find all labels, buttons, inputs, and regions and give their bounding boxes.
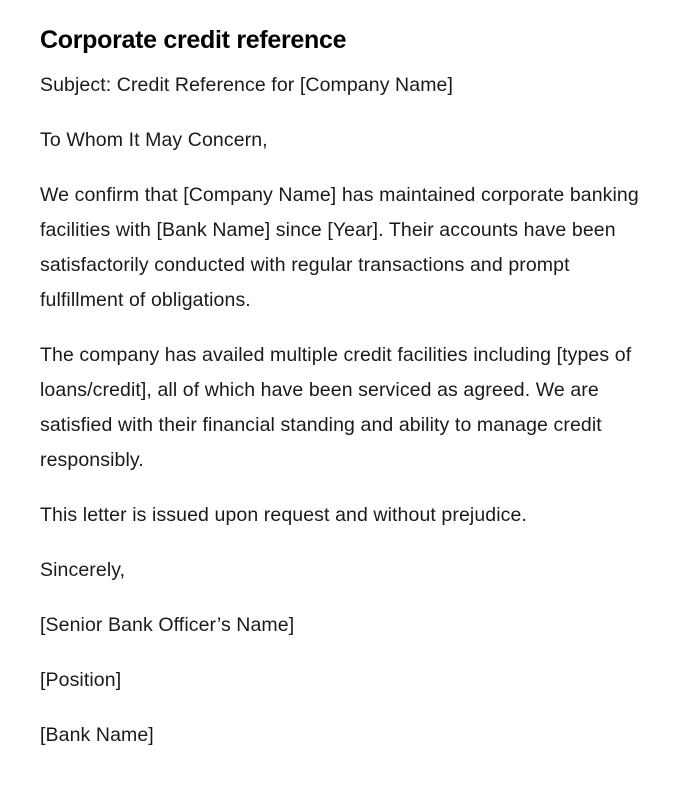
body-paragraph-credit-facilities: The company has availed multiple credit facilities including [types of loans/credit], all of which have been serviced as agreed. We are satisfied with their financial standing and ability to manage credit responsibly. <box>40 344 632 471</box>
subject-line: Subject: Credit Reference for [Company Name] <box>40 74 453 96</box>
signature-bank-name: [Bank Name] <box>40 724 154 746</box>
closing: Sincerely, <box>40 559 126 581</box>
signature-officer-name: [Senior Bank Officer’s Name] <box>40 614 295 636</box>
document <box>40 22 640 773</box>
salutation: To Whom It May Concern, <box>40 129 268 151</box>
document-title: Corporate credit reference <box>40 26 347 54</box>
signature-position: [Position] <box>40 669 122 691</box>
body-paragraph-disclaimer: This letter is issued upon request and without prejudice. <box>40 504 527 526</box>
body-paragraph-confirmation: We confirm that [Company Name] has maintained corporate banking facilities with [Bank Name] since [Year]. Their accounts have been satisfactorily conducted with regular transactions and prompt fulfillment of obligations. <box>40 184 639 311</box>
